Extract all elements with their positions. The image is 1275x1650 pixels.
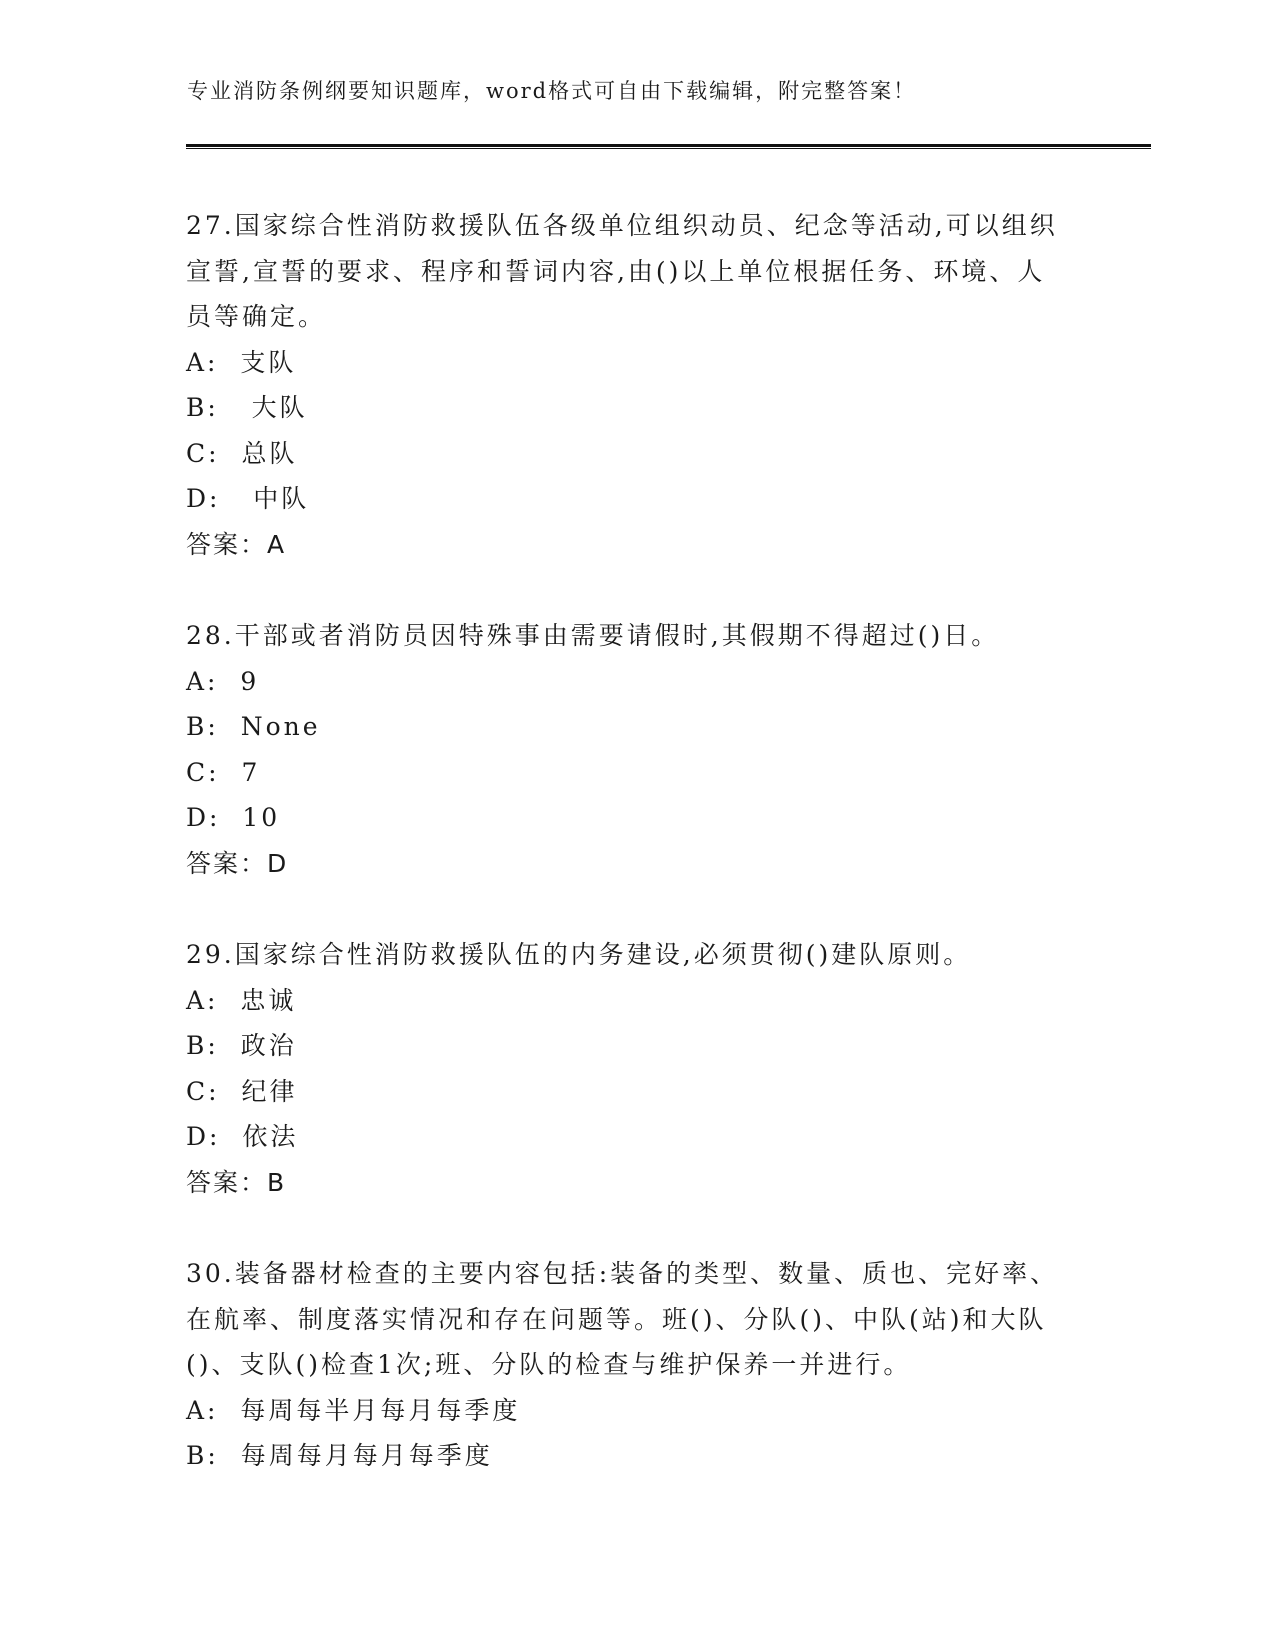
question-stem: 30.装备器材检查的主要内容包括:装备的类型、数量、质也、完好率、在航率、制度落实情况和存在问题等。班()、分队()、中队(站)和大队()、支队()检查1次;班、分队的检查与维护保养一并进行。: [186, 1259, 1059, 1379]
option-a: A: 9: [186, 666, 260, 696]
option-a: A: 每周每半月每月每季度: [186, 1395, 521, 1425]
option-d: D: 依法: [186, 1122, 299, 1151]
question-stem: 27.国家综合性消防救援队伍各级单位组织动员、纪念等活动,可以组织宣誓,宣誓的要求、程序和誓词内容,由()以上单位根据任务、环境、人员等确定。: [186, 211, 1058, 331]
answer-line: 答案：B: [186, 1167, 287, 1197]
answer-line: 答案：A: [186, 529, 287, 559]
question-list: [186, 203, 1066, 1525]
question-29: [186, 932, 1066, 1205]
question-stem: 28.干部或者消防员因特殊事由需要请假时,其假期不得超过()日。: [186, 621, 1000, 650]
document-header: 专业消防条例纲要知识题库，word格式可自由下载编辑，附完整答案！: [187, 79, 917, 103]
option-c: C: 纪律: [186, 1076, 298, 1106]
option-d: D: 中队: [186, 484, 310, 513]
option-a: A: 忠诚: [186, 985, 297, 1015]
question-28: [186, 613, 1066, 886]
question-stem: 29.国家综合性消防救援队伍的内务建设,必须贯彻()建队原则。: [186, 940, 972, 969]
option-a: A: 支队: [186, 347, 297, 377]
option-b: B: 每周每月每月每季度: [186, 1441, 493, 1470]
option-b: B: None: [186, 712, 321, 741]
option-b: B: 政治: [186, 1031, 297, 1060]
option-d: D: 10: [186, 803, 281, 832]
option-c: C: 总队: [186, 438, 298, 468]
header-divider: [186, 144, 1151, 149]
option-c: C: 7: [186, 757, 261, 787]
question-30: [186, 1251, 1066, 1479]
option-b: B: 大队: [186, 393, 308, 422]
question-27: [186, 203, 1066, 567]
answer-line: 答案：D: [186, 848, 289, 878]
